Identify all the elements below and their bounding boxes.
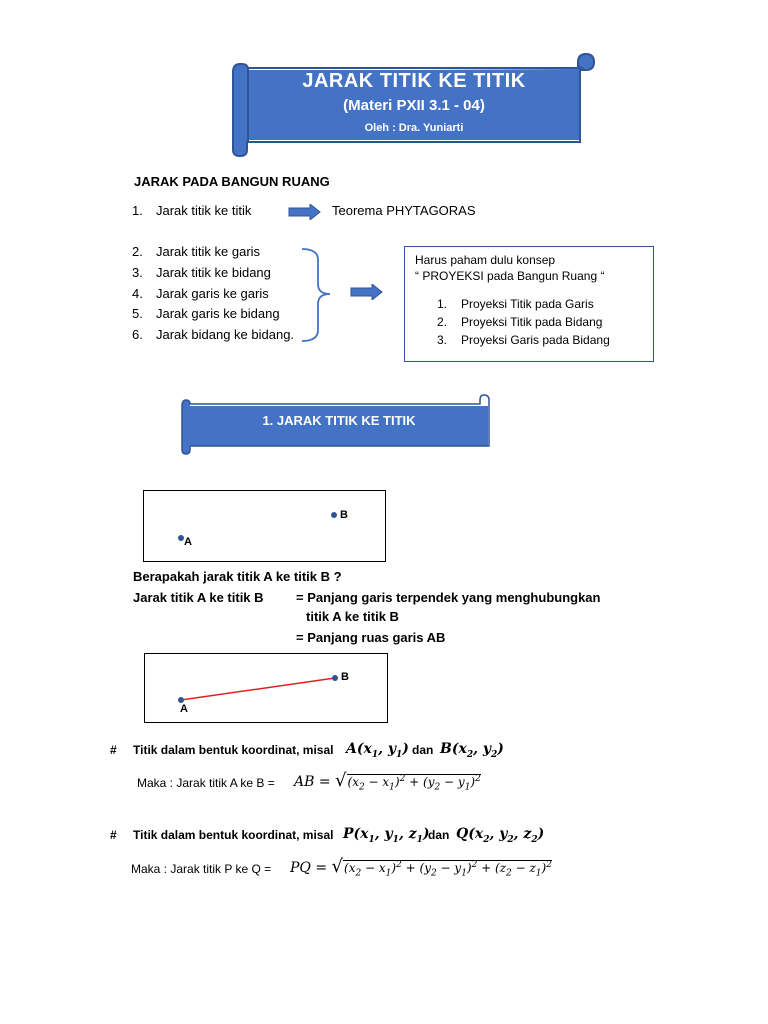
conjunction: dan [428, 828, 450, 842]
definition-line: titik A ke titik B [306, 609, 399, 624]
points-diagram [143, 490, 386, 562]
bullet-hash: # [110, 743, 117, 757]
distance-formula-3d: PQ = $√(x_2 - x_1)^2 + (y_2 - y_1)^2 + (z_2 - z_1)^2$ [290, 856, 552, 879]
concept-line: Harus paham dulu konsep [415, 253, 556, 267]
concept-item-number: 1. [437, 297, 448, 311]
point-a-label: A [184, 536, 192, 548]
definition-line: = Panjang ruas garis AB [296, 630, 446, 645]
point-name: Q [456, 826, 469, 842]
point-name: A [346, 741, 357, 757]
item1-result: Teorema PHYTAGORAS [332, 203, 476, 218]
point-name: B [440, 741, 452, 757]
bullet-hash: # [110, 828, 117, 842]
point-b [331, 512, 337, 518]
concept-item-label: Proyeksi Garis pada Bidang [461, 333, 610, 347]
list-item-number: 5. [132, 306, 143, 321]
page-author: Oleh : Dra. Yuniarti [364, 122, 464, 134]
concept-line: “ PROYEKSI pada Bangun Ruang “ [415, 269, 605, 283]
list-item-number: 1. [132, 203, 143, 218]
concept-item-label: Proyeksi Titik pada Garis [461, 297, 594, 311]
list-item-label: Jarak titik ke bidang [156, 265, 271, 280]
segment-ab [181, 678, 335, 700]
result-prefix: Maka : Jarak titik P ke Q = [131, 862, 272, 876]
concept-item-number: 2. [437, 315, 448, 329]
page-subtitle: (Materi PXII 3.1 - 04) [343, 97, 485, 114]
point-b-formula: $B(x_2$, $y_2$) [440, 741, 504, 760]
list-item-number: 6. [132, 327, 143, 342]
point-p-formula: $P(x_1$, $y_1$, $z_1$) [343, 826, 430, 845]
section-heading: JARAK PADA BANGUN RUANG [134, 174, 330, 189]
section-banner-title: 1. JARAK TITIK KE TITIK [262, 413, 416, 428]
distance-formula-2d: AB = $√(x_2 - x_1)^2 + (y_2 - y_1)^2$ [294, 770, 481, 793]
point-a-formula: $A(x_1$, $y_1$) [346, 741, 409, 760]
definition-term: Jarak titik A ke titik B [133, 590, 264, 605]
concept-item-number: 3. [437, 333, 448, 347]
list-item-number: 2. [132, 244, 143, 259]
point-name: P [343, 826, 354, 842]
point-q-formula: $Q(x_2$, $y_2$, $z_2$) [456, 826, 545, 845]
points-diagram-canvas [144, 491, 387, 563]
list-item-label: Jarak titik ke titik [156, 203, 252, 218]
list-item-number: 4. [132, 286, 143, 301]
list-item-label: Jarak bidang ke bidang. [156, 327, 295, 342]
concept-item-label: Proyeksi Titik pada Bidang [461, 315, 603, 329]
segment-diagram [144, 653, 388, 723]
coord-intro: Titik dalam bentuk koordinat, misal [133, 828, 334, 842]
conjunction: dan [412, 743, 434, 757]
list-item-label: Jarak titik ke garis [156, 244, 261, 259]
formula-lhs: PQ [290, 860, 311, 876]
formula-lhs: AB [294, 774, 315, 790]
definition-line: = Panjang garis terpendek yang menghubungkan [296, 590, 601, 605]
point-b-label: B [340, 509, 348, 521]
point-a-label: A [180, 703, 188, 715]
page-title: JARAK TITIK KE TITIK [302, 70, 526, 92]
question-text: Berapakah jarak titik A ke titik B ? [133, 569, 342, 584]
list-item-number: 3. [132, 265, 143, 280]
coord-intro: Titik dalam bentuk koordinat, misal [133, 743, 334, 757]
point-b-label: B [341, 671, 349, 683]
scroll-banner-shape [0, 0, 768, 470]
list-item-label: Jarak garis ke bidang [156, 306, 280, 321]
list-item-label: Jarak garis ke garis [156, 286, 269, 301]
result-prefix: Maka : Jarak titik A ke B = [137, 776, 275, 790]
point-b [332, 675, 338, 681]
